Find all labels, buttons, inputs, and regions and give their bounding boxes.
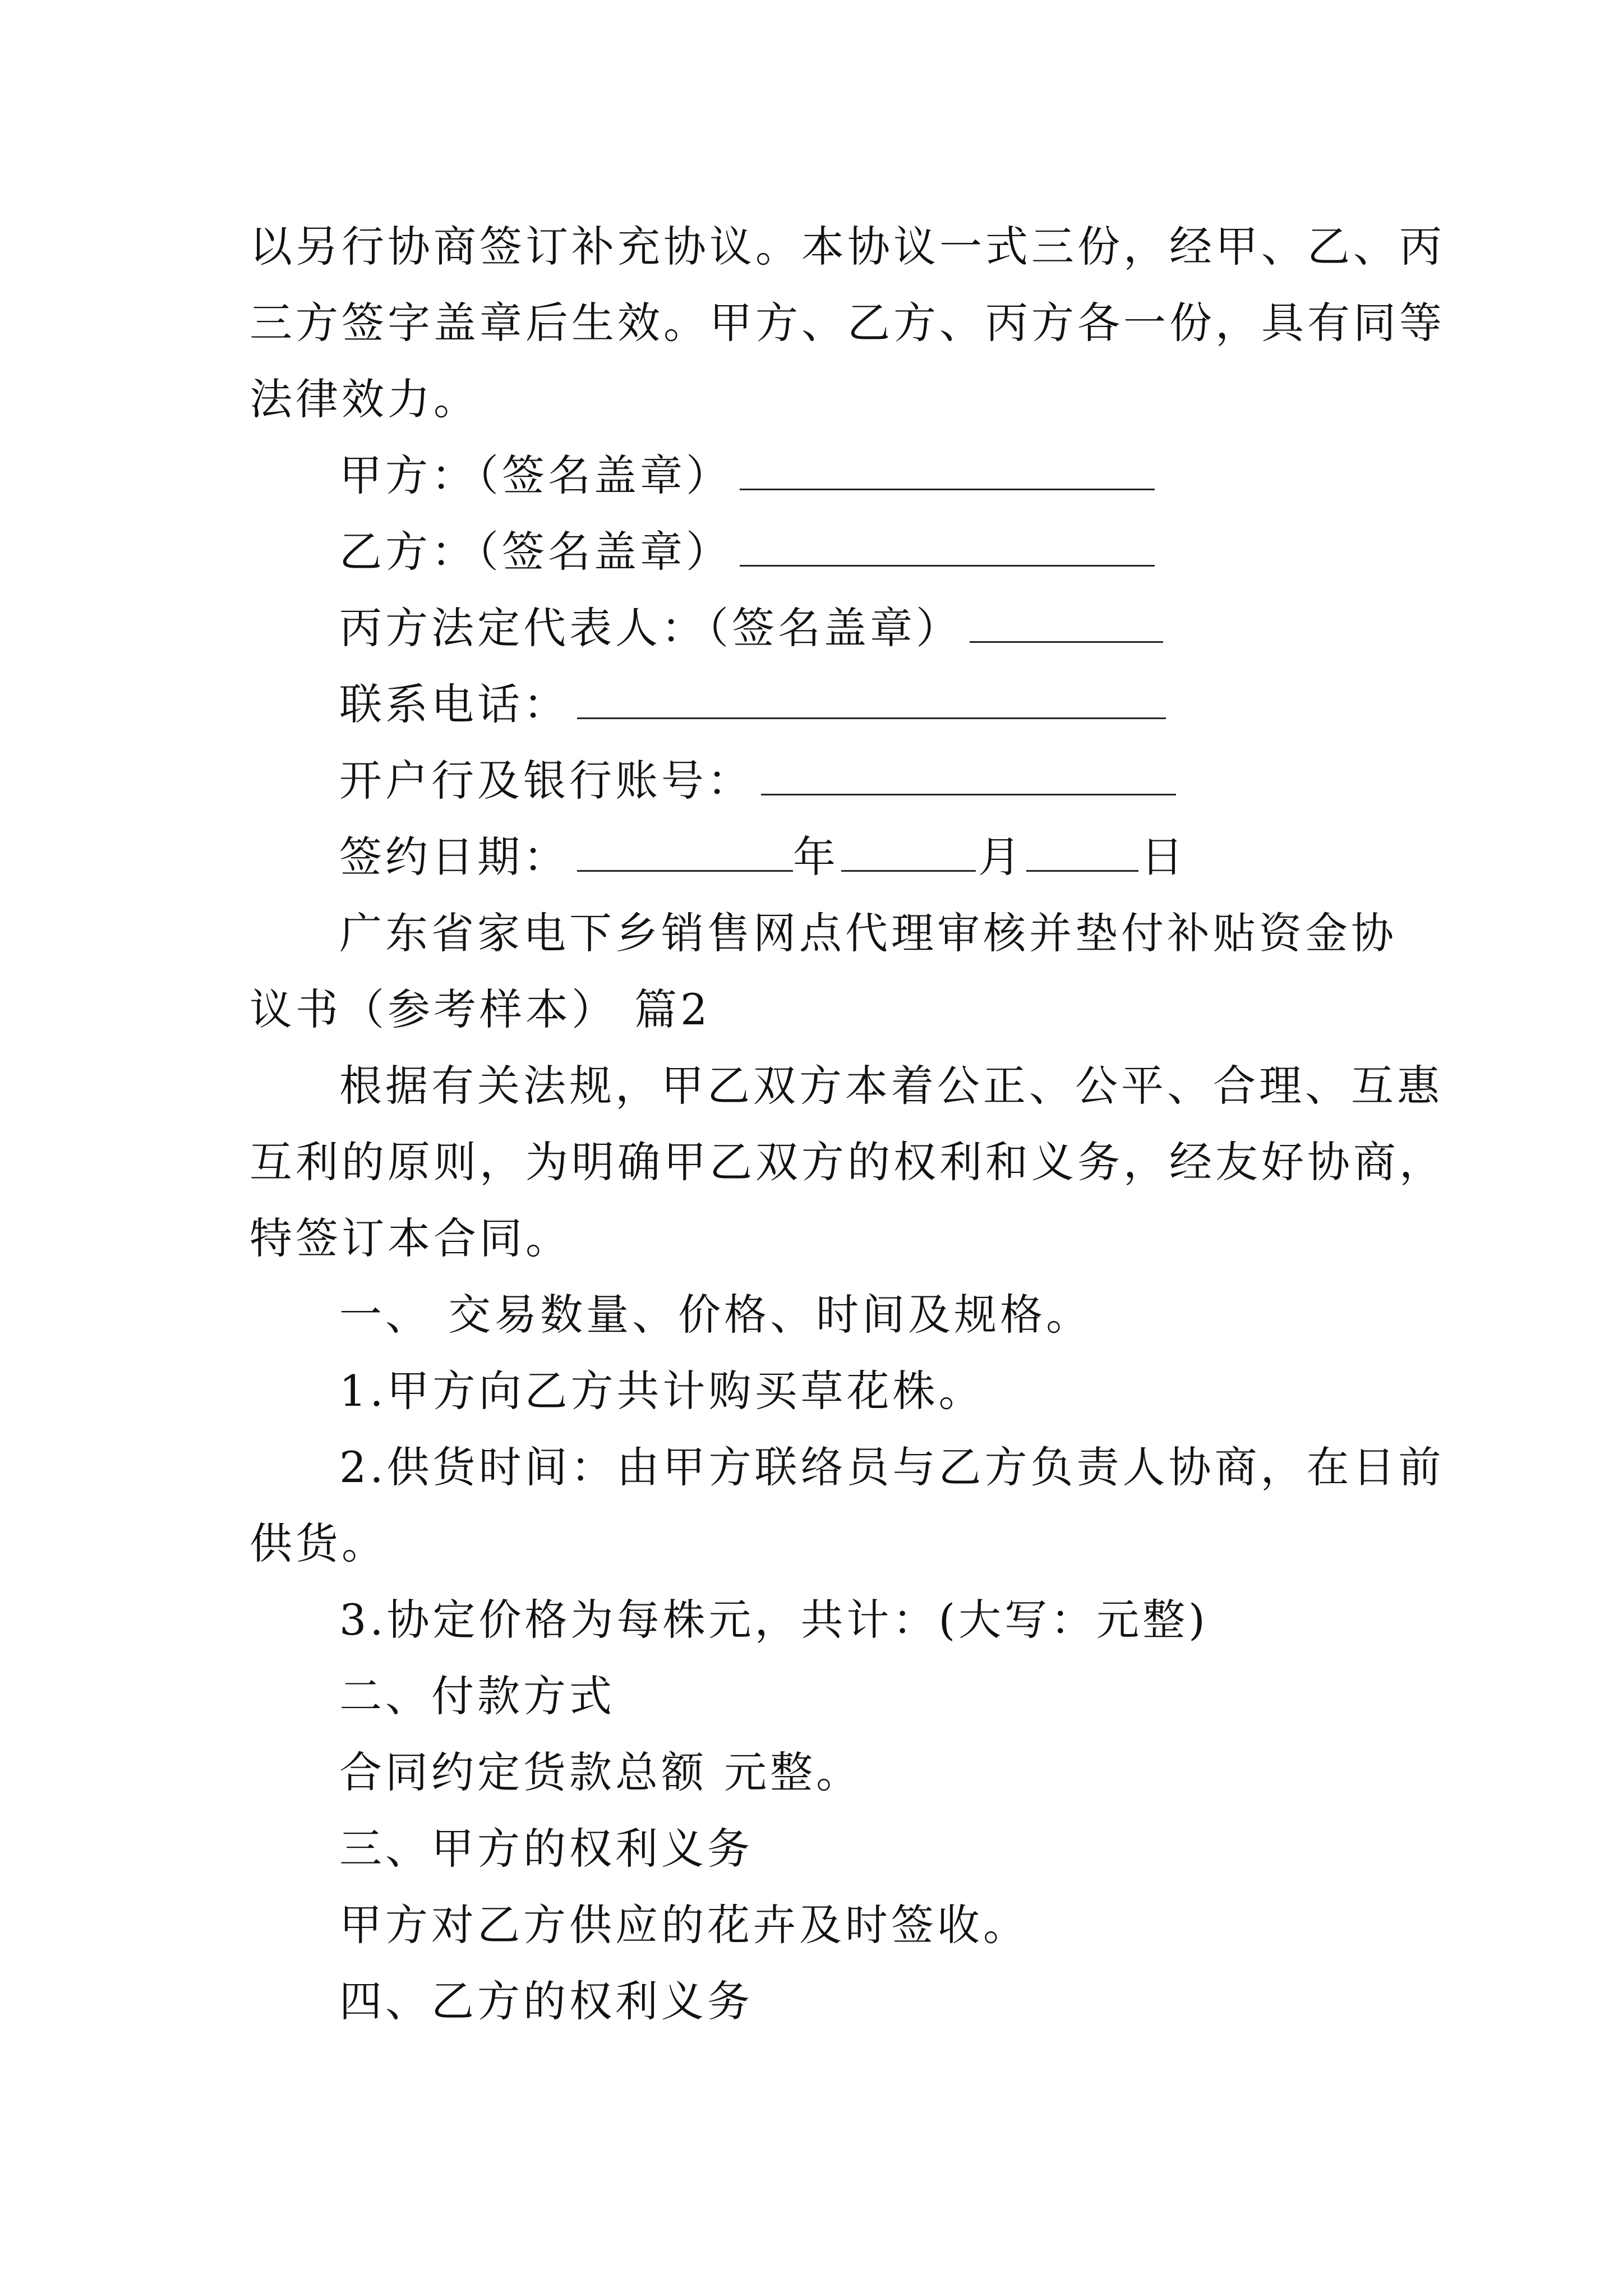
party-a-signature-line [339, 448, 1155, 504]
intro-line-3: 特签订本合同。 [250, 1213, 571, 1263]
party-c-label: 丙方法定代表人：（签名盖章） [339, 603, 962, 653]
day-label: 日 [1141, 832, 1187, 882]
party-b-signature-blank [740, 528, 1155, 567]
party-b-signature-line [339, 524, 1155, 580]
party-c-signature-line [339, 600, 1163, 656]
section-1-item-2-line-1: 2.供货时间：由甲方联络员与乙方负责人协商，在日前 [339, 1442, 1445, 1492]
section-1-item-2-line-2: 供货。 [250, 1519, 388, 1568]
month-label: 月 [978, 832, 1024, 882]
party-a-signature-blank [740, 452, 1155, 490]
intro-line-2: 互利的原则，为明确甲乙双方的权利和义务，经友好协商， [250, 1137, 1445, 1187]
day-blank [1026, 833, 1138, 872]
intro-line-1: 根据有关法规，甲乙双方本着公正、公平、合理、互惠 [339, 1061, 1443, 1111]
closing-paragraph-line-2: 三方签字盖章后生效。甲方、乙方、丙方各一份，具有同等 [250, 298, 1445, 348]
bank-label: 开户行及银行账号： [339, 756, 753, 806]
section-1-title: 一、 交易数量、价格、时间及规格。 [339, 1290, 1092, 1340]
bank-blank [761, 757, 1176, 795]
party-a-label: 甲方：（签名盖章） [339, 450, 732, 500]
party-b-label: 乙方：（签名盖章） [339, 527, 732, 577]
phone-blank [577, 680, 1166, 719]
section-3-title: 三、甲方的权利义务 [339, 1824, 753, 1874]
section-3-text: 甲方对乙方供应的花卉及时签收。 [339, 1900, 1029, 1950]
year-label: 年 [793, 832, 839, 882]
sign-date-line [339, 829, 1187, 885]
section-2-title: 二、付款方式 [339, 1671, 615, 1721]
section-2-text: 合同约定货款总额 元整。 [339, 1747, 863, 1797]
section-1-item-3: 3.协定价格为每株元，共计：(大写：元整) [339, 1595, 1209, 1645]
phone-label: 联系电话： [339, 679, 569, 729]
section-1-item-1: 1.甲方向乙方共计购买草花株。 [339, 1366, 985, 1416]
heading-line-2: 议书（参考样本） 篇2 [250, 984, 711, 1034]
heading-line-1: 广东省家电下乡销售网点代理审核并垫付补贴资金协 [339, 908, 1397, 958]
sign-date-label: 签约日期： [339, 832, 569, 882]
section-4-title: 四、乙方的权利义务 [339, 1976, 753, 2026]
bank-line [339, 753, 1176, 809]
phone-line [339, 677, 1166, 733]
year-blank [577, 833, 793, 872]
party-c-signature-blank [970, 604, 1163, 643]
month-blank [841, 833, 976, 872]
closing-paragraph-line-1: 以另行协商签订补充协议。本协议一式三份，经甲、乙、丙 [250, 222, 1445, 272]
closing-paragraph-line-3: 法律效力。 [250, 374, 479, 424]
